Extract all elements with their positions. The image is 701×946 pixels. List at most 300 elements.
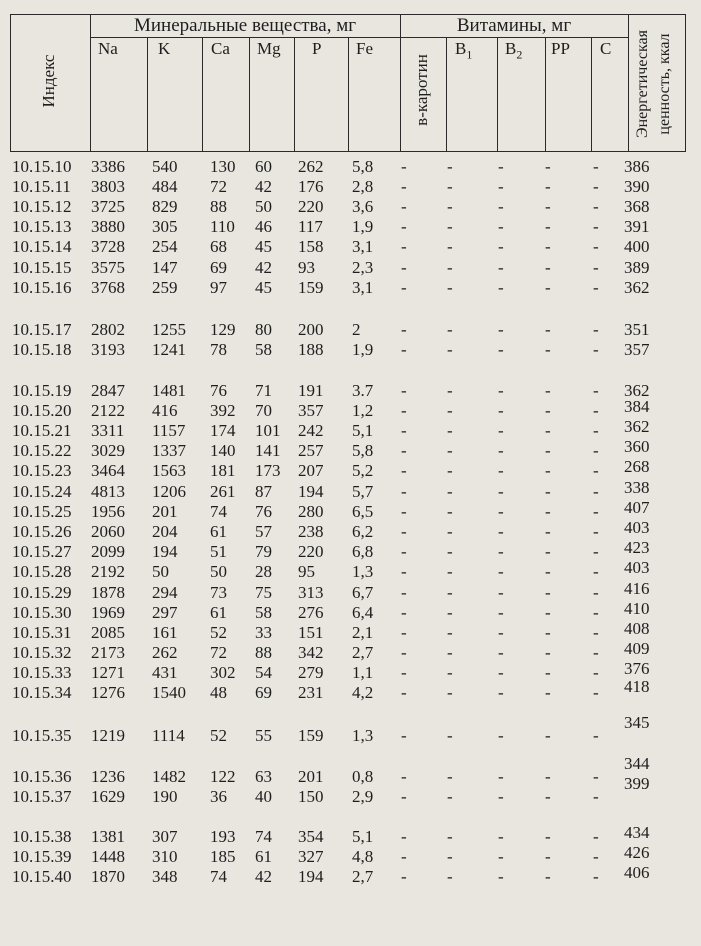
cell-fe: 1,3: [352, 726, 374, 745]
cell-na: 3803: [91, 177, 125, 196]
cell-ca: 129: [210, 320, 236, 339]
cell-na: 1236: [91, 767, 125, 786]
row-index: 10.15.23: [12, 461, 72, 480]
cell-na: 3728: [91, 237, 125, 256]
cell-b2: -: [498, 847, 504, 866]
cell-b1: -: [447, 847, 453, 866]
cell-b2: -: [498, 726, 504, 745]
row-index: 10.15.11: [12, 177, 71, 196]
cell-ca: 74: [210, 867, 227, 886]
cell-b2: -: [498, 441, 504, 460]
cell-pp: -: [545, 461, 551, 480]
cell-p: 159: [298, 278, 324, 297]
cell-k: 1482: [152, 767, 186, 786]
cell-c: -: [593, 482, 599, 501]
cell-k: 1255: [152, 320, 186, 339]
cell-ca: 392: [210, 401, 236, 420]
cell-fe: 2,3: [352, 258, 374, 277]
cell-ca: 76: [210, 381, 227, 400]
cell-fe: 5,8: [352, 157, 374, 176]
cell-b1: -: [447, 542, 453, 561]
row-index: 10.15.29: [12, 583, 72, 602]
row-index: 10.15.21: [12, 421, 72, 440]
row-index: 10.15.22: [12, 441, 72, 460]
cell-na: 1219: [91, 726, 125, 745]
cell-beta-carotene: -: [401, 562, 407, 581]
col-header-fe: Fe: [356, 39, 373, 58]
cell-pp: -: [545, 401, 551, 420]
cell-mg: 141: [255, 441, 281, 460]
row-index: 10.15.35: [12, 726, 72, 745]
cell-fe: 6,8: [352, 542, 374, 561]
col-header-beta-carotene: в-каротин: [412, 54, 431, 126]
cell-b1: -: [447, 237, 453, 256]
cell-k: 307: [152, 827, 178, 846]
cell-ca: 193: [210, 827, 236, 846]
table-row: [0, 863, 701, 887]
cell-na: 2122: [91, 401, 125, 420]
row-index: 10.15.30: [12, 603, 72, 622]
row-index: 10.15.13: [12, 217, 72, 236]
cell-k: 348: [152, 867, 178, 886]
cell-b1: -: [447, 603, 453, 622]
cell-energy: 434: [624, 823, 650, 842]
cell-b1: -: [447, 197, 453, 216]
cell-pp: -: [545, 197, 551, 216]
cell-energy: 403: [624, 558, 650, 577]
cell-k: 262: [152, 643, 178, 662]
cell-k: 50: [152, 562, 169, 581]
cell-pp: -: [545, 623, 551, 642]
cell-energy: 360: [624, 437, 650, 456]
cell-ca: 140: [210, 441, 236, 460]
b1-subscript: 1: [466, 47, 473, 62]
col-header-ca: Ca: [211, 39, 230, 58]
cell-p: 313: [298, 583, 324, 602]
row-index: 10.15.37: [12, 787, 72, 806]
cell-pp: -: [545, 441, 551, 460]
row-index: 10.15.18: [12, 340, 72, 359]
cell-c: -: [593, 401, 599, 420]
cell-energy: 410: [624, 599, 650, 618]
row-index: 10.15.24: [12, 482, 72, 501]
cell-b2: -: [498, 258, 504, 277]
cell-c: -: [593, 421, 599, 440]
cell-c: -: [593, 603, 599, 622]
cell-p: 354: [298, 827, 324, 846]
cell-mg: 79: [255, 542, 272, 561]
cell-pp: -: [545, 421, 551, 440]
cell-c: -: [593, 643, 599, 662]
row-index: 10.15.31: [12, 623, 72, 642]
cell-ca: 181: [210, 461, 236, 480]
cell-k: 259: [152, 278, 178, 297]
cell-p: 231: [298, 683, 324, 702]
cell-pp: -: [545, 867, 551, 886]
cell-k: 1206: [152, 482, 186, 501]
cell-energy: 418: [624, 677, 650, 696]
table-row: [0, 320, 701, 340]
cell-fe: 2: [352, 320, 361, 339]
cell-c: -: [593, 237, 599, 256]
cell-energy: 368: [624, 197, 650, 216]
b2-subscript: 2: [516, 47, 523, 62]
cell-c: -: [593, 258, 599, 277]
cell-b2: -: [498, 421, 504, 440]
cell-mg: 45: [255, 237, 272, 256]
b1-letter: B: [455, 39, 467, 58]
cell-b1: -: [447, 683, 453, 702]
cell-k: 190: [152, 787, 178, 806]
cell-c: -: [593, 157, 599, 176]
cell-p: 207: [298, 461, 324, 480]
cell-energy: 376: [624, 659, 650, 678]
cell-fe: 1,3: [352, 562, 374, 581]
cell-c: -: [593, 441, 599, 460]
cell-beta-carotene: -: [401, 522, 407, 541]
cell-c: -: [593, 320, 599, 339]
cell-mg: 60: [255, 157, 272, 176]
index-header: Индекс: [39, 54, 58, 108]
cell-fe: 2,7: [352, 867, 374, 886]
cell-energy: 338: [624, 478, 650, 497]
table-row: [0, 754, 701, 787]
cell-k: 294: [152, 583, 178, 602]
cell-c: -: [593, 177, 599, 196]
cell-mg: 69: [255, 683, 272, 702]
cell-pp: -: [545, 603, 551, 622]
cell-na: 3768: [91, 278, 125, 297]
cell-ca: 50: [210, 562, 227, 581]
cell-na: 2099: [91, 542, 125, 561]
cell-p: 159: [298, 726, 324, 745]
cell-na: 4813: [91, 482, 125, 501]
cell-ca: 97: [210, 278, 227, 297]
cell-k: 1540: [152, 683, 186, 702]
cell-pp: -: [545, 381, 551, 400]
cell-b2: -: [498, 237, 504, 256]
cell-p: 220: [298, 542, 324, 561]
cell-fe: 2,9: [352, 787, 374, 806]
cell-b2: -: [498, 603, 504, 622]
cell-beta-carotene: -: [401, 381, 407, 400]
cell-ca: 52: [210, 726, 227, 745]
cell-b2: -: [498, 767, 504, 786]
cell-p: 176: [298, 177, 324, 196]
row-index: 10.15.10: [12, 157, 72, 176]
cell-na: 1271: [91, 663, 125, 682]
cell-b2: -: [498, 643, 504, 662]
row-index: 10.15.19: [12, 381, 72, 400]
cell-pp: -: [545, 237, 551, 256]
cell-b2: -: [498, 623, 504, 642]
table-row: [0, 713, 701, 746]
cell-ca: 174: [210, 421, 236, 440]
cell-b2: -: [498, 562, 504, 581]
cell-k: 254: [152, 237, 178, 256]
row-index: 10.15.26: [12, 522, 72, 541]
cell-b2: -: [498, 542, 504, 561]
cell-ca: 110: [210, 217, 235, 236]
cell-b1: -: [447, 381, 453, 400]
cell-energy: 344: [624, 754, 650, 773]
cell-ca: 72: [210, 177, 227, 196]
b2-letter: B: [505, 39, 517, 58]
cell-b1: -: [447, 482, 453, 501]
row-index: 10.15.16: [12, 278, 72, 297]
cell-pp: -: [545, 522, 551, 541]
cell-pp: -: [545, 340, 551, 359]
cell-na: 1969: [91, 603, 125, 622]
table-row: [0, 157, 701, 177]
table-row: [0, 558, 701, 582]
cell-b2: -: [498, 683, 504, 702]
cell-beta-carotene: -: [401, 441, 407, 460]
cell-pp: -: [545, 177, 551, 196]
cell-pp: -: [545, 726, 551, 745]
cell-k: 416: [152, 401, 178, 420]
cell-mg: 87: [255, 482, 272, 501]
cell-na: 1956: [91, 502, 125, 521]
cell-b2: -: [498, 197, 504, 216]
table-row: [0, 417, 701, 441]
cell-b1: -: [447, 643, 453, 662]
table-row: [0, 659, 701, 683]
cell-c: -: [593, 502, 599, 521]
table-row: [0, 278, 701, 298]
col-header-c: C: [600, 39, 612, 58]
cell-fe: 1,9: [352, 340, 374, 359]
cell-na: 3575: [91, 258, 125, 277]
cell-mg: 40: [255, 787, 272, 806]
cell-fe: 5,1: [352, 827, 374, 846]
row-index: 10.15.33: [12, 663, 72, 682]
col-header-p: P: [312, 39, 322, 58]
row-index: 10.15.38: [12, 827, 72, 846]
cell-p: 194: [298, 867, 324, 886]
cell-fe: 1,1: [352, 663, 374, 682]
cell-fe: 3.7: [352, 381, 374, 400]
cell-k: 161: [152, 623, 178, 642]
cell-ca: 302: [210, 663, 236, 682]
col-header-mg: Mg: [257, 39, 281, 58]
cell-b2: -: [498, 502, 504, 521]
table-row: [0, 237, 701, 257]
cell-b2: -: [498, 278, 504, 297]
cell-fe: 2,7: [352, 643, 374, 662]
table-row: [0, 518, 701, 542]
row-index: 10.15.32: [12, 643, 72, 662]
cell-p: 93: [298, 258, 315, 277]
cell-b1: -: [447, 421, 453, 440]
cell-beta-carotene: -: [401, 461, 407, 480]
cell-mg: 101: [255, 421, 281, 440]
table-row: [0, 258, 701, 278]
cell-na: 2192: [91, 562, 125, 581]
cell-b2: -: [498, 867, 504, 886]
cell-beta-carotene: -: [401, 157, 407, 176]
cell-pp: -: [545, 562, 551, 581]
cell-na: 3464: [91, 461, 125, 480]
cell-na: 3386: [91, 157, 125, 176]
cell-na: 2173: [91, 643, 125, 662]
cell-fe: 5,8: [352, 441, 374, 460]
table-row: [0, 823, 701, 847]
cell-p: 117: [298, 217, 323, 236]
row-index: 10.15.15: [12, 258, 72, 277]
cell-c: -: [593, 787, 599, 806]
cell-beta-carotene: -: [401, 177, 407, 196]
cell-k: 484: [152, 177, 178, 196]
cell-b1: -: [447, 623, 453, 642]
cell-fe: 2,8: [352, 177, 374, 196]
cell-mg: 70: [255, 401, 272, 420]
col-header-k: K: [158, 39, 171, 58]
cell-mg: 63: [255, 767, 272, 786]
row-index: 10.15.27: [12, 542, 72, 561]
cell-beta-carotene: -: [401, 217, 407, 236]
col-header-na: Na: [98, 39, 118, 58]
cell-beta-carotene: -: [401, 197, 407, 216]
cell-beta-carotene: -: [401, 258, 407, 277]
cell-energy: 391: [624, 217, 650, 236]
cell-b1: -: [447, 278, 453, 297]
cell-c: -: [593, 217, 599, 236]
row-index: 10.15.20: [12, 401, 72, 420]
cell-na: 1878: [91, 583, 125, 602]
cell-beta-carotene: -: [401, 643, 407, 662]
cell-pp: -: [545, 767, 551, 786]
cell-ca: 48: [210, 683, 227, 702]
cell-na: 1870: [91, 867, 125, 886]
cell-fe: 5,2: [352, 461, 374, 480]
table-row: [0, 437, 701, 461]
cell-b1: -: [447, 867, 453, 886]
cell-mg: 42: [255, 258, 272, 277]
cell-p: 357: [298, 401, 324, 420]
row-index: 10.15.25: [12, 502, 72, 521]
row-index: 10.15.34: [12, 683, 72, 702]
cell-beta-carotene: -: [401, 401, 407, 420]
table-row: [0, 677, 701, 703]
cell-na: 3193: [91, 340, 125, 359]
cell-b1: -: [447, 461, 453, 480]
cell-energy: 362: [624, 278, 650, 297]
cell-b1: -: [447, 340, 453, 359]
table-row: [0, 340, 701, 360]
cell-b2: -: [498, 381, 504, 400]
cell-pp: -: [545, 663, 551, 682]
cell-na: 2060: [91, 522, 125, 541]
cell-c: -: [593, 542, 599, 561]
cell-na: 3029: [91, 441, 125, 460]
table-row: [0, 639, 701, 663]
cell-b1: -: [447, 157, 453, 176]
cell-beta-carotene: -: [401, 320, 407, 339]
cell-b2: -: [498, 157, 504, 176]
cell-p: 279: [298, 663, 324, 682]
cell-p: 150: [298, 787, 324, 806]
cell-ca: 68: [210, 237, 227, 256]
table-row: [0, 457, 701, 481]
cell-energy: 268: [624, 457, 650, 476]
cell-energy: 386: [624, 157, 650, 176]
cell-c: -: [593, 683, 599, 702]
cell-p: 327: [298, 847, 324, 866]
cell-na: 3880: [91, 217, 125, 236]
table-row: [0, 217, 701, 237]
cell-b2: -: [498, 217, 504, 236]
table-row: [0, 478, 701, 502]
cell-na: 2085: [91, 623, 125, 642]
cell-na: 1448: [91, 847, 125, 866]
cell-c: -: [593, 461, 599, 480]
table-row: [0, 579, 701, 603]
cell-fe: 1,9: [352, 217, 374, 236]
cell-b1: -: [447, 258, 453, 277]
cell-c: -: [593, 381, 599, 400]
cell-c: -: [593, 197, 599, 216]
cell-mg: 50: [255, 197, 272, 216]
cell-mg: 75: [255, 583, 272, 602]
cell-mg: 58: [255, 603, 272, 622]
cell-pp: -: [545, 643, 551, 662]
cell-beta-carotene: -: [401, 421, 407, 440]
cell-ca: 73: [210, 583, 227, 602]
cell-b1: -: [447, 441, 453, 460]
cell-b1: -: [447, 767, 453, 786]
cell-na: 2847: [91, 381, 125, 400]
cell-beta-carotene: -: [401, 482, 407, 501]
cell-b2: -: [498, 340, 504, 359]
cell-b1: -: [447, 562, 453, 581]
cell-b2: -: [498, 401, 504, 420]
cell-c: -: [593, 827, 599, 846]
cell-b1: -: [447, 177, 453, 196]
cell-k: 1241: [152, 340, 186, 359]
cell-beta-carotene: -: [401, 237, 407, 256]
cell-b1: -: [447, 320, 453, 339]
row-index: 10.15.39: [12, 847, 72, 866]
col-header-pp: PP: [551, 39, 570, 58]
table-row: [0, 538, 701, 562]
cell-beta-carotene: -: [401, 847, 407, 866]
cell-mg: 54: [255, 663, 272, 682]
cell-p: 191: [298, 381, 324, 400]
cell-b2: -: [498, 482, 504, 501]
table-row: [0, 381, 701, 401]
cell-beta-carotene: -: [401, 502, 407, 521]
cell-c: -: [593, 340, 599, 359]
cell-pp: -: [545, 847, 551, 866]
cell-b2: -: [498, 461, 504, 480]
cell-pp: -: [545, 482, 551, 501]
cell-ca: 72: [210, 643, 227, 662]
table-row: [0, 843, 701, 867]
cell-energy: 357: [624, 340, 650, 359]
row-index: 10.15.36: [12, 767, 72, 786]
cell-fe: 6,4: [352, 603, 374, 622]
minerals-header: Минеральные вещества, мг: [133, 15, 357, 36]
cell-p: 257: [298, 441, 324, 460]
cell-beta-carotene: -: [401, 623, 407, 642]
cell-k: 201: [152, 502, 178, 521]
row-index: 10.15.12: [12, 197, 72, 216]
cell-fe: 3,6: [352, 197, 374, 216]
cell-fe: 3,1: [352, 237, 374, 256]
cell-p: 220: [298, 197, 324, 216]
cell-pp: -: [545, 320, 551, 339]
